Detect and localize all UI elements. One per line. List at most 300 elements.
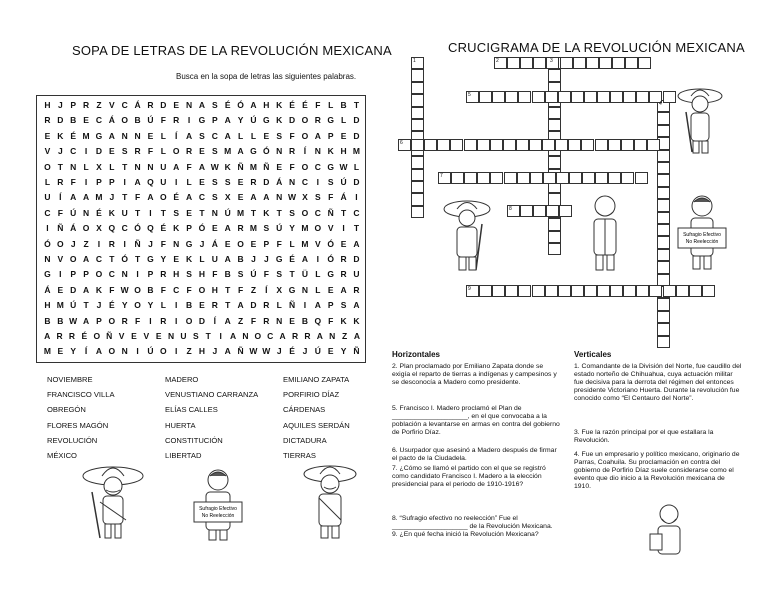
grid-letter: A <box>224 130 231 141</box>
grid-letter: E <box>276 161 283 172</box>
crossword-cell[interactable] <box>548 69 561 81</box>
word-item: NOVIEMBRE <box>47 375 93 384</box>
crossword-cell[interactable] <box>657 125 670 137</box>
crossword-cell[interactable] <box>520 205 533 217</box>
grid-letter: Ó <box>327 238 334 249</box>
grid-letter: S <box>289 207 295 218</box>
crossword-cell[interactable] <box>532 91 545 103</box>
crossword-cell[interactable] <box>597 285 610 297</box>
grid-letter: C <box>267 331 274 341</box>
grid-letter: Y <box>121 300 128 311</box>
crossword-cell[interactable] <box>518 285 531 297</box>
crossword-cell[interactable] <box>411 156 424 168</box>
crossword-cell[interactable] <box>608 172 621 184</box>
grid-letter: Ú <box>314 346 321 357</box>
crossword-cell[interactable] <box>548 156 561 168</box>
crossword-cell[interactable] <box>545 285 558 297</box>
grid-letter: Ú <box>70 300 77 311</box>
grid-letter: Í <box>303 146 307 157</box>
grid-letter: L <box>44 177 51 187</box>
grid-letter: J <box>57 146 63 157</box>
crossword-cell[interactable] <box>657 298 670 310</box>
crossword-cell[interactable] <box>595 172 608 184</box>
grid-letter: A <box>44 331 51 341</box>
crossword-cell[interactable] <box>657 261 670 273</box>
grid-letter: J <box>302 346 308 357</box>
grid-letter: D <box>353 254 360 264</box>
grid-letter: C <box>121 223 128 234</box>
grid-letter: A <box>237 300 244 311</box>
crossword-cell[interactable] <box>411 119 424 131</box>
crossword-cell[interactable] <box>584 285 597 297</box>
grid-letter: U <box>160 161 167 172</box>
crossword-cell[interactable] <box>542 139 555 151</box>
grid-letter: A <box>263 192 270 203</box>
crossword-cell[interactable] <box>657 249 670 261</box>
crossword-cell[interactable] <box>424 139 437 151</box>
crossword-cell[interactable] <box>555 139 568 151</box>
crossword-cell[interactable] <box>581 139 594 151</box>
grid-letter: G <box>275 254 283 264</box>
grid-letter: É <box>289 100 295 110</box>
grid-letter: É <box>289 254 295 264</box>
grid-letter: L <box>250 130 257 141</box>
crossword-cell[interactable] <box>533 205 546 217</box>
crossword-number: 3 <box>550 58 553 64</box>
grid-letter: T <box>225 300 231 311</box>
crossword-cell[interactable] <box>610 91 623 103</box>
grid-letter: Ó <box>237 100 244 110</box>
grid-letter: A <box>224 346 231 357</box>
crossword-cell[interactable] <box>689 285 702 297</box>
grid-letter: Ú <box>250 269 257 280</box>
grid-letter: Ó <box>44 238 51 249</box>
grid-letter: É <box>81 331 88 341</box>
grid-letter: S <box>199 130 205 141</box>
crossword-cell[interactable] <box>657 174 670 186</box>
crossword-cell[interactable] <box>505 285 518 297</box>
crossword-cell[interactable] <box>608 139 621 151</box>
grid-letter: O <box>69 254 77 264</box>
crossword-cell[interactable] <box>503 139 516 151</box>
grid-letter: P <box>147 269 154 280</box>
grid-letter: Q <box>314 315 322 326</box>
crossword-cell[interactable] <box>610 285 623 297</box>
grid-letter: R <box>288 146 296 157</box>
grid-letter: R <box>304 331 311 341</box>
grid-letter: N <box>276 315 283 326</box>
grid-letter: S <box>173 207 180 218</box>
grid-letter: C <box>121 100 128 110</box>
grid-letter: T <box>205 331 211 341</box>
crossword-cell[interactable] <box>657 336 670 348</box>
crossword-cell[interactable] <box>573 57 586 69</box>
crossword-cell[interactable] <box>505 91 518 103</box>
grid-letter: W <box>120 284 129 295</box>
crossword-cell[interactable] <box>411 181 424 193</box>
grid-letter: C <box>198 192 205 203</box>
crossword-cell[interactable] <box>595 139 608 151</box>
grid-letter: F <box>289 130 295 141</box>
crossword-cell[interactable] <box>702 285 715 297</box>
grid-letter: Ü <box>301 269 308 280</box>
grid-letter: A <box>108 130 115 141</box>
grid-letter: G <box>44 269 51 280</box>
crossword-cell[interactable] <box>582 172 595 184</box>
crossword-cell[interactable] <box>649 285 662 297</box>
grid-letter: A <box>237 146 244 157</box>
grid-letter: H <box>198 346 205 357</box>
grid-letter: K <box>276 115 283 126</box>
word-item: CONSTITUCIÓN <box>165 435 223 445</box>
grid-letter: Ó <box>198 223 206 234</box>
grid-letter: I <box>84 146 88 157</box>
grid-letter: U <box>44 192 51 203</box>
grid-letter: L <box>315 269 321 280</box>
grid-letter: U <box>180 331 187 341</box>
grid-letter: C <box>211 130 218 141</box>
crossword-cell[interactable] <box>529 139 542 151</box>
grid-letter: Z <box>83 238 89 249</box>
crossword-cell[interactable] <box>558 285 571 297</box>
wordsearch-title: SOPA DE LETRAS DE LA REVOLUCIÓN MEXICANA <box>72 43 392 58</box>
crossword-cell[interactable] <box>477 139 490 151</box>
grid-letter: E <box>57 284 64 295</box>
grid-letter: E <box>237 192 244 203</box>
grid-letter: E <box>131 331 137 341</box>
grid-letter: O <box>301 130 309 141</box>
grid-letter: T <box>289 269 295 280</box>
grid-letter: X <box>276 284 283 295</box>
grid-letter: R <box>147 100 154 110</box>
grid-letter: A <box>224 254 231 264</box>
grid-letter: A <box>353 331 361 341</box>
grid-letter: I <box>136 269 139 280</box>
grid-letter: F <box>70 177 76 187</box>
grid-letter: C <box>95 254 102 264</box>
grid-letter: H <box>44 300 51 311</box>
grid-letter: R <box>250 177 257 187</box>
word-item: MADERO <box>165 375 199 384</box>
grid-letter: L <box>289 238 295 249</box>
word-item: LIBERTAD <box>165 451 202 460</box>
grid-letter: T <box>199 207 205 218</box>
crossword-cell[interactable] <box>530 172 543 184</box>
grid-letter: L <box>160 146 166 157</box>
crossword-cell[interactable] <box>516 139 529 151</box>
crossword-cell[interactable] <box>657 311 670 323</box>
grid-letter: Z <box>250 284 257 295</box>
grid-letter: Í <box>265 284 268 295</box>
crossword-cell[interactable] <box>586 57 599 69</box>
crossword-cell[interactable] <box>663 285 676 297</box>
crossword-cell[interactable] <box>612 57 625 69</box>
grid-letter: A <box>250 100 257 110</box>
crossword-cell[interactable] <box>517 172 530 184</box>
crossword-cell[interactable] <box>571 91 584 103</box>
grid-letter: B <box>224 269 231 280</box>
crossword-cell[interactable] <box>584 91 597 103</box>
crossword-cell[interactable] <box>546 205 559 217</box>
grid-letter: Ú <box>250 115 257 126</box>
grid-letter: É <box>289 346 295 357</box>
grid-letter: V <box>118 331 125 341</box>
grid-letter: R <box>314 115 321 126</box>
grid-letter: K <box>108 207 115 218</box>
grid-letter: S <box>327 177 334 187</box>
grid-letter: M <box>43 346 51 357</box>
grid-letter: O <box>44 161 51 172</box>
grid-letter: N <box>276 146 283 157</box>
crossword-cell[interactable] <box>464 172 477 184</box>
grid-letter: Ú <box>70 207 77 218</box>
grid-letter: E <box>155 331 162 341</box>
word-item: EMILIANO ZAPATA <box>283 375 350 384</box>
grid-letter: Ñ <box>237 346 244 357</box>
crossword-cell[interactable] <box>657 187 670 199</box>
crossword-cell[interactable] <box>571 285 584 297</box>
grid-letter: E <box>250 238 257 249</box>
grid-letter: R <box>173 115 180 126</box>
grid-letter: O <box>121 115 128 126</box>
horizontal-clues-title: Horizontales <box>392 350 441 359</box>
grid-letter: N <box>147 161 154 172</box>
grid-letter: M <box>249 223 257 234</box>
crossword-cell[interactable] <box>533 57 546 69</box>
crossword-cell[interactable] <box>657 199 670 211</box>
grid-letter: X <box>96 161 102 172</box>
crossword-cell[interactable] <box>545 91 558 103</box>
grid-letter: N <box>82 207 90 218</box>
grid-letter: L <box>83 161 89 172</box>
crossword-cell[interactable] <box>657 224 670 236</box>
crossword-cell[interactable] <box>558 91 571 103</box>
crossword-cell[interactable] <box>599 57 612 69</box>
crossword-cell[interactable] <box>411 139 424 151</box>
grid-letter: F <box>186 284 192 295</box>
crossword-cell[interactable] <box>657 212 670 224</box>
crossword-cell[interactable] <box>625 57 638 69</box>
grid-letter: D <box>353 177 360 187</box>
grid-letter: H <box>263 100 270 110</box>
grid-letter: G <box>147 254 154 264</box>
grid-letter: A <box>134 177 141 187</box>
grid-letter: E <box>263 130 270 141</box>
grid-letter: Ó <box>134 223 141 234</box>
grid-letter: Í <box>84 346 88 357</box>
crossword-cell[interactable] <box>623 91 636 103</box>
crossword-cell[interactable] <box>411 82 424 94</box>
crossword-cell[interactable] <box>477 172 490 184</box>
grid-letter: A <box>229 331 237 341</box>
crossword-cell[interactable] <box>559 205 572 217</box>
crossword-cell[interactable] <box>411 94 424 106</box>
grid-letter: K <box>224 161 231 172</box>
word-item: TIERRAS <box>283 451 316 460</box>
grid-letter: A <box>301 254 308 264</box>
grid-letter: É <box>302 100 308 110</box>
grid-letter: B <box>44 315 51 326</box>
crossword-cell[interactable] <box>548 243 561 255</box>
crossword-cell[interactable] <box>560 57 573 69</box>
grid-letter: E <box>340 238 347 249</box>
crossword-cell[interactable] <box>657 112 670 124</box>
crossword-cell[interactable] <box>621 172 634 184</box>
crossword-cell[interactable] <box>532 285 545 297</box>
grid-letter: Ñ <box>106 331 113 341</box>
grid-letter: Ñ <box>57 223 64 234</box>
crossword-cell[interactable] <box>657 150 670 162</box>
grid-letter: N <box>70 161 77 172</box>
grid-letter: J <box>148 238 153 249</box>
grid-letter: Ñ <box>288 300 296 311</box>
crossword-cell[interactable] <box>636 285 649 297</box>
grid-letter: G <box>263 115 270 126</box>
wordsearch-instruction: Busca en la sopa de letras las siguientes palabras. <box>176 72 357 81</box>
grid-letter: C <box>314 207 321 218</box>
grid-letter: Á <box>134 100 141 110</box>
crossword-cell[interactable] <box>479 91 492 103</box>
sign-text-line: Sufragio Efectivo <box>199 506 237 512</box>
grid-letter: M <box>249 161 257 172</box>
crossword-cell[interactable] <box>548 231 561 243</box>
crossword-cell[interactable] <box>479 285 492 297</box>
crossword-number: 4 <box>659 101 662 107</box>
grid-letter: T <box>250 207 257 218</box>
crossword-cell[interactable] <box>548 193 561 205</box>
grid-letter: O <box>301 115 309 126</box>
grid-letter: O <box>134 284 141 295</box>
grid-letter: A <box>147 192 154 203</box>
grid-letter: S <box>340 300 347 311</box>
crossword-cell[interactable] <box>518 91 531 103</box>
crossword-cell[interactable] <box>411 193 424 205</box>
grid-letter: N <box>276 192 283 203</box>
grid-letter: D <box>263 177 270 187</box>
word-item: FRANCISCO VILLA <box>47 390 115 400</box>
grid-letter: G <box>95 130 103 141</box>
crossword-cell[interactable] <box>437 139 450 151</box>
grid-letter: Ñ <box>353 346 360 357</box>
grid-letter: R <box>134 146 141 157</box>
crossword-cell[interactable] <box>450 139 463 151</box>
grid-letter: O <box>93 331 101 341</box>
crossword-cell[interactable] <box>411 107 424 119</box>
grid-letter: Ó <box>263 146 270 157</box>
crossword-cell[interactable] <box>621 139 634 151</box>
grid-letter: N <box>168 331 175 341</box>
grid-letter: A <box>353 238 360 249</box>
crossword-cell[interactable] <box>597 91 610 103</box>
grid-letter: Á <box>108 115 115 126</box>
grid-letter: Í <box>213 315 216 326</box>
grid-letter: E <box>108 146 115 157</box>
grid-letter: Á <box>211 238 218 249</box>
crossword-cell[interactable] <box>657 236 670 248</box>
grid-letter: N <box>314 146 321 157</box>
grid-letter: B <box>185 300 193 311</box>
crossword-cell[interactable] <box>492 285 505 297</box>
grid-letter: Y <box>147 300 154 311</box>
grid-letter: I <box>175 177 178 187</box>
grid-letter: R <box>263 300 270 311</box>
crossword-cell[interactable] <box>635 172 648 184</box>
crossword-cell[interactable] <box>568 139 581 151</box>
crossword-cell[interactable] <box>411 206 424 218</box>
crossword-cell[interactable] <box>543 172 556 184</box>
grid-letter: F <box>134 315 141 326</box>
grid-letter: O <box>108 346 116 357</box>
grid-letter: O <box>82 223 90 234</box>
crossword-cell[interactable] <box>569 172 582 184</box>
crossword-cell[interactable] <box>548 119 561 131</box>
crossword-cell[interactable] <box>504 172 517 184</box>
grid-letter: Á <box>70 223 77 234</box>
crossword-cell[interactable] <box>492 91 505 103</box>
grid-letter: P <box>108 177 115 187</box>
grid-letter: T <box>160 207 166 218</box>
crossword-cell[interactable] <box>623 285 636 297</box>
grid-letter: O <box>57 238 64 249</box>
grid-letter: B <box>237 254 244 264</box>
grid-letter: C <box>70 146 77 157</box>
grid-letter: L <box>328 100 334 110</box>
grid-letter: Y <box>237 115 244 126</box>
crossword-cell[interactable] <box>663 91 676 103</box>
grid-letter: F <box>186 161 192 172</box>
crossword-cell[interactable] <box>411 69 424 81</box>
crossword-cell[interactable] <box>634 139 647 151</box>
crossword-cell[interactable] <box>548 107 561 119</box>
grid-letter: H <box>211 284 218 295</box>
grid-letter: B <box>134 115 141 126</box>
grid-letter: O <box>185 315 193 326</box>
grid-letter: P <box>70 269 77 280</box>
grid-letter: E <box>147 130 154 141</box>
crossword-cell[interactable] <box>451 172 464 184</box>
grid-letter: J <box>199 238 205 249</box>
grid-letter: I <box>187 115 191 126</box>
grid-letter: J <box>70 238 76 249</box>
crossword-cell[interactable] <box>490 172 503 184</box>
grid-letter: X <box>96 223 102 234</box>
sign-text-line: No Reelección <box>201 513 235 519</box>
crossword-cell[interactable] <box>636 91 649 103</box>
grid-letter: I <box>316 177 319 187</box>
crossword-cell[interactable] <box>647 139 660 151</box>
crossword-cell[interactable] <box>548 218 561 230</box>
crossword-cell[interactable] <box>464 139 477 151</box>
grid-letter: F <box>289 161 295 172</box>
crossword-cell[interactable] <box>411 169 424 181</box>
crossword-cell[interactable] <box>657 162 670 174</box>
grid-letter: A <box>70 192 77 203</box>
grid-letter: Á <box>276 177 283 187</box>
crossword-cell[interactable] <box>507 57 520 69</box>
grid-letter: V <box>108 100 115 110</box>
crossword-cell[interactable] <box>676 285 689 297</box>
crossword-cell[interactable] <box>556 172 569 184</box>
grid-letter: F <box>276 238 282 249</box>
grid-letter: Q <box>147 223 154 234</box>
crossword-cell[interactable] <box>657 323 670 335</box>
crossword-cell[interactable] <box>638 57 651 69</box>
crossword-cell[interactable] <box>520 57 533 69</box>
grid-letter: I <box>303 300 307 311</box>
grid-letter: Q <box>108 223 116 234</box>
grid-letter: K <box>173 223 180 234</box>
crossword-cell[interactable] <box>490 139 503 151</box>
